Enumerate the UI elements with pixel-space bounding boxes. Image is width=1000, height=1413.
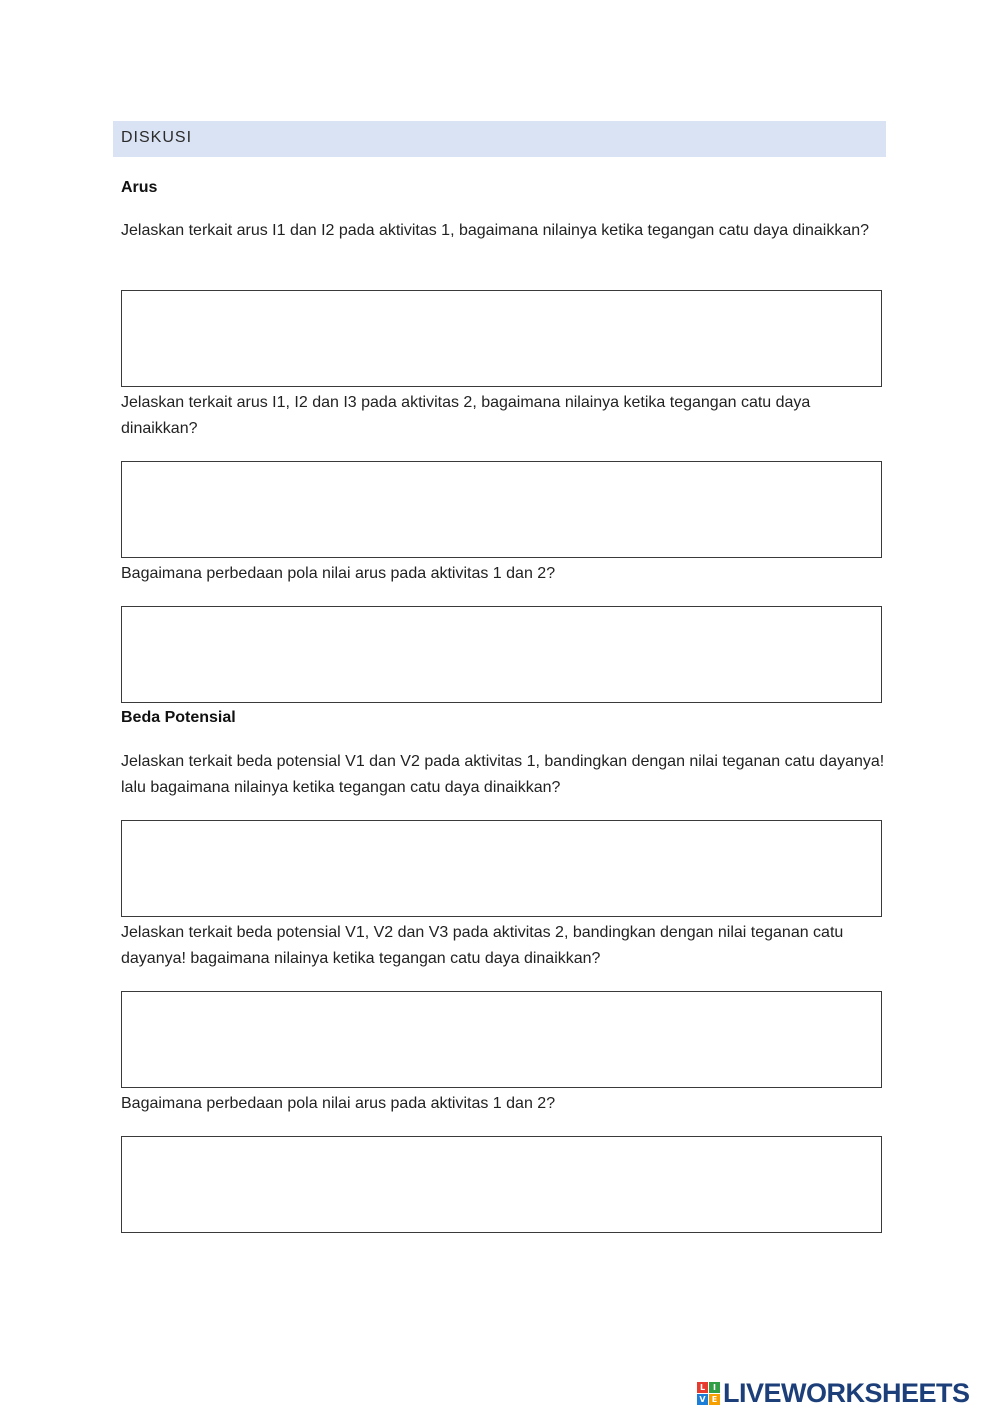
liveworksheets-logo-icon: L I V E bbox=[697, 1382, 720, 1405]
answer-box-4[interactable] bbox=[121, 820, 882, 917]
section-title: DISKUSI bbox=[121, 129, 193, 146]
question-arus-2: Jelaskan terkait arus I1, I2 dan I3 pada aktivitas 2, bagaimana nilainya ketika tegangan catu daya dinaikkan? bbox=[121, 394, 811, 437]
question-potensial-1: Jelaskan terkait beda potensial V1 dan V2 pada aktivitas 1, bandingkan dengan nilai teganan catu dayanya! lalu bagaimana nilainya ketika tegangan catu daya dinaikkan? bbox=[121, 753, 885, 796]
liveworksheets-logo bbox=[697, 1376, 970, 1410]
answer-box-2[interactable] bbox=[121, 461, 882, 558]
answer-box-3[interactable] bbox=[121, 606, 882, 703]
answer-box-5[interactable] bbox=[121, 991, 882, 1088]
question-arus-3: Bagaimana perbedaan pola nilai arus pada aktivitas 1 dan 2? bbox=[121, 565, 556, 582]
question-potensial-2: Jelaskan terkait beda potensial V1, V2 dan V3 pada aktivitas 2, bandingkan dengan nilai teganan catu dayanya! bagaimana nilainya ketika tegangan catu daya dinaikkan? bbox=[121, 924, 844, 967]
heading-arus: Arus bbox=[121, 179, 158, 196]
heading-beda-potensial: Beda Potensial bbox=[121, 709, 236, 726]
answer-box-6[interactable] bbox=[121, 1136, 882, 1233]
liveworksheets-logo-text: LIVEWORKSHEETS bbox=[723, 1377, 970, 1408]
question-arus-1: Jelaskan terkait arus I1 dan I2 pada aktivitas 1, bagaimana nilainya ketika tegangan catu daya dinaikkan? bbox=[121, 222, 870, 239]
question-potensial-3: Bagaimana perbedaan pola nilai arus pada aktivitas 1 dan 2? bbox=[121, 1095, 556, 1112]
section-header-bar bbox=[113, 121, 886, 157]
answer-box-1[interactable] bbox=[121, 290, 882, 387]
